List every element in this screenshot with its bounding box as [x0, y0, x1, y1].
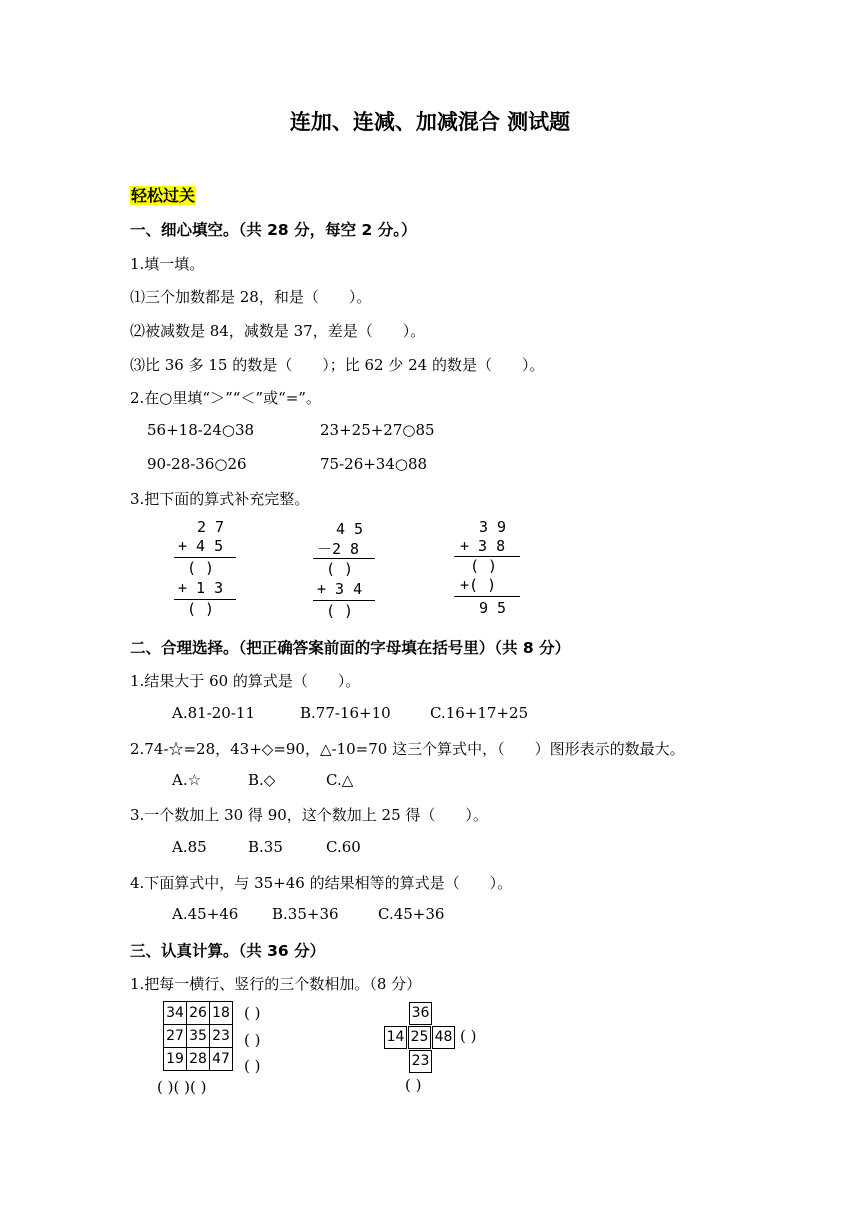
vc3-result: 9 5 — [479, 599, 507, 617]
option-c: C.16+17+25 — [430, 704, 529, 722]
cross-right: 48 — [432, 1026, 455, 1049]
compare-item: 90-28-36○26 — [147, 455, 247, 473]
s3-q1: 1.把每一横行、竖行的三个数相加。（8 分） — [130, 975, 422, 993]
col-sum-blanks: ( )( )( ) — [157, 1078, 207, 1096]
vc1-line4: + 1 3 — [178, 579, 224, 597]
cross-left: 14 — [384, 1026, 407, 1049]
s1-q1: 1.填一填。 — [130, 255, 205, 273]
level-tag — [130, 183, 196, 206]
option-b: B.77-16+10 — [300, 704, 391, 722]
grid-cell: 23 — [210, 1025, 233, 1048]
vc1-line2: + 4 5 — [178, 537, 224, 555]
grid-cell: 47 — [210, 1048, 233, 1071]
option-b: B.35+36 — [272, 905, 339, 923]
option-b: B.35 — [248, 838, 283, 856]
compare-item: 75-26+34○88 — [320, 455, 428, 473]
grid-cell: 35 — [187, 1025, 210, 1048]
page-title: 连加、连减、加减混合 测试题 — [289, 110, 571, 134]
vc1-rule — [174, 557, 236, 558]
option-b: B.◇ — [248, 771, 276, 789]
cross-row-blank: ( ) — [460, 1027, 477, 1045]
grid-cell: 18 — [210, 1002, 233, 1025]
vc1-line1: 2 7 — [197, 518, 225, 536]
s1-q3: 3.把下面的算式补充完整。 — [130, 490, 310, 508]
s1-q1a: ⑴三个加数都是 28，和是（ ）。 — [130, 288, 372, 306]
option-a: A.45+46 — [172, 905, 239, 923]
row-sum-blank: ( ) — [244, 1004, 261, 1022]
option-a: A.85 — [172, 838, 207, 856]
s1-q2: 2.在○里填“＞”“＜”或“=”。 — [130, 389, 321, 407]
grid-cell: 26 — [187, 1002, 210, 1025]
s2-q4: 4.下面算式中，与 35+46 的结果相等的算式是（ ）。 — [130, 874, 513, 892]
vc1-blank2: ( ) — [187, 600, 215, 618]
vc3-line1: 3 9 — [479, 518, 507, 536]
section-3-heading: 三、认真计算。（共 36 分） — [130, 942, 326, 960]
compare-item: 56+18-24○38 — [147, 421, 255, 439]
grid-cell: 19 — [164, 1048, 187, 1071]
section-2-heading: 二、合理选择。（把正确答案前面的字母填在括号里）（共 8 分） — [130, 639, 571, 657]
option-a: A.☆ — [172, 771, 202, 789]
section-1-heading: 一、细心填空。（共 28 分，每空 2 分。） — [130, 221, 417, 239]
cross-top: 36 — [409, 1002, 432, 1025]
level-tag-text: 轻松过关 — [131, 186, 196, 205]
grid-cell: 34 — [164, 1002, 187, 1025]
compare-item: 23+25+27○85 — [320, 421, 435, 439]
vc2-blank2: ( ) — [326, 602, 354, 620]
vc1-blank1: ( ) — [187, 559, 215, 577]
vc3-blank1: ( ) — [470, 557, 498, 575]
cross-center: 25 — [408, 1026, 431, 1049]
vc3-line2: + 3 8 — [460, 537, 506, 555]
row-sum-blank: ( ) — [244, 1031, 261, 1049]
vc2-blank1: ( ) — [326, 560, 354, 578]
option-c: C.45+36 — [378, 905, 445, 923]
grid-cell: 27 — [164, 1025, 187, 1048]
vc2-rule — [313, 558, 375, 559]
option-c: C.△ — [326, 771, 354, 789]
sum-grid — [163, 1001, 233, 1071]
vc2-line4: + 3 4 — [317, 580, 363, 598]
cross-bottom: 23 — [409, 1050, 432, 1073]
option-c: C.60 — [326, 838, 361, 856]
s1-q1b: ⑵被减数是 84，减数是 37，差是（ ）。 — [130, 322, 426, 340]
s2-q1: 1.结果大于 60 的算式是（ ）。 — [130, 672, 361, 690]
grid-cell: 28 — [187, 1048, 210, 1071]
vc2-rule — [313, 600, 375, 601]
s2-q2: 2.74-☆=28，43+◇=90，△-10=70 这三个算式中，（ ）图形表示的数最大。 — [130, 740, 685, 758]
s1-q1c: ⑶比 36 多 15 的数是（ ）；比 62 少 24 的数是（ ）。 — [130, 356, 545, 374]
vc3-line4: +( ) — [460, 576, 497, 594]
s2-q3: 3.一个数加上 30 得 90，这个数加上 25 得（ ）。 — [130, 806, 488, 824]
row-sum-blank: ( ) — [244, 1057, 261, 1075]
vc2-line2: －2 8 — [317, 540, 360, 558]
vc3-rule — [454, 596, 520, 597]
cross-col-blank: ( ) — [405, 1076, 422, 1094]
vc2-line1: 4 5 — [336, 520, 364, 538]
option-a: A.81-20-11 — [172, 704, 255, 722]
